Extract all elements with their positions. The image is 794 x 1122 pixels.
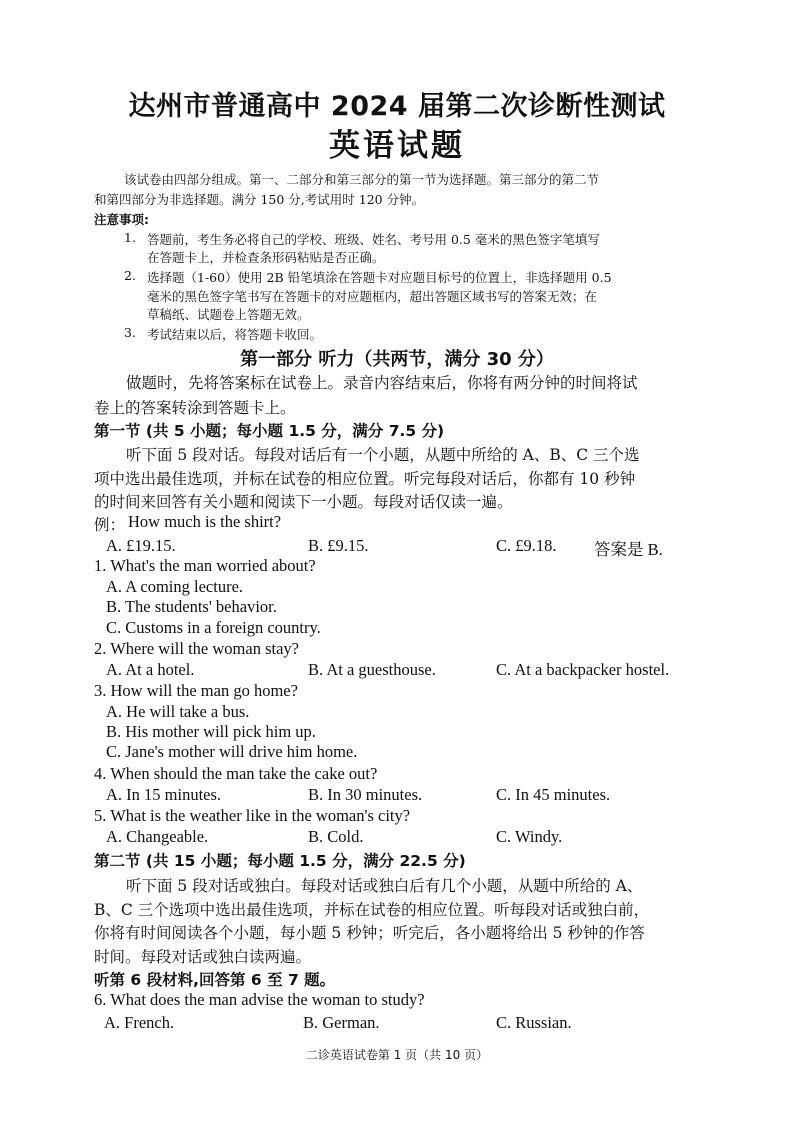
section1-instruction-3: 的时间来回答有关小题和阅读下一小题。每段对话仅读一遍。 <box>94 493 513 511</box>
example-question: How much is the shirt? <box>128 512 282 531</box>
question-3-option-c: C. Jane's mother will drive him home. <box>106 742 358 761</box>
question-4: 4. When should the man take the cake out? <box>94 764 378 783</box>
note-3-line-1: 考试结束以后，将答题卡收回。 <box>147 327 323 342</box>
question-4-option-a: A. In 15 minutes. <box>106 785 222 804</box>
section2-title: 第二节 (共 15 小题；每小题 1.5 分，满分 22.5 分) <box>94 852 466 870</box>
section1-instruction-1: 听下面 5 段对话。每段对话后有一个小题，从题中所给的 A、B、C 三个选 <box>126 446 640 464</box>
example-option-b: B. £9.15. <box>308 536 369 555</box>
part1-instruction-2: 卷上的答案转涂到答题卡上。 <box>94 399 296 417</box>
question-6-option-b: B. German. <box>303 1013 380 1032</box>
question-1-option-a: A. A coming lecture. <box>106 577 244 596</box>
note-1-line-2: 在答题卡上，并检查条形码粘贴是否正确。 <box>147 250 385 265</box>
note-3-num: 3. <box>124 325 136 340</box>
question-3: 3. How will the man go home? <box>94 681 298 700</box>
part1-instruction-1: 做题时，先将答案标在试卷上。录音内容结束后，你将有两分钟的时间将试 <box>126 374 638 392</box>
question-6-option-c: C. Russian. <box>496 1013 572 1032</box>
question-1-option-c: C. Customs in a foreign country. <box>106 618 321 637</box>
exam-subject-title: 英语试题 <box>329 128 465 164</box>
example-answer: 答案是 B. <box>594 540 663 559</box>
page-footer: 二诊英语试卷第 1 页（共 10 页） <box>305 1048 489 1062</box>
section1-title: 第一节 (共 5 小题；每小题 1.5 分，满分 7.5 分) <box>94 422 445 440</box>
note-2-num: 2. <box>124 268 136 283</box>
question-2-option-a: A. At a hotel. <box>106 660 195 679</box>
note-1-line-1: 答题前，考生务必将自己的学校、班级、姓名、考号用 0.5 毫米的黑色签字笔填写 <box>147 232 600 247</box>
note-2-line-3: 草稿纸、试题卷上答题无效。 <box>147 307 310 322</box>
material-instruction: 听第 6 段材料,回答第 6 至 7 题。 <box>94 971 336 989</box>
question-5-option-b: B. Cold. <box>308 827 364 846</box>
question-3-option-b: B. His mother will pick him up. <box>106 722 316 741</box>
part1-title: 第一部分 听力（共两节，满分 30 分） <box>240 349 554 370</box>
question-5-option-c: C. Windy. <box>496 827 563 846</box>
section2-instruction-1: 听下面 5 段对话或独白。每段对话或独白后有几个小题，从题中所给的 A、 <box>126 877 643 895</box>
question-3-option-a: A. He will take a bus. <box>106 702 250 721</box>
question-4-option-b: B. In 30 minutes. <box>308 785 423 804</box>
section2-instruction-3: 你将有时间阅读各个小题，每小题 5 秒钟；听完后，各小题将给出 5 秒钟的作答 <box>94 924 645 942</box>
exam-title: 达州市普通高中 2024 届第二次诊断性测试 <box>128 91 666 122</box>
note-1-num: 1. <box>124 230 136 245</box>
question-6-option-a: A. French. <box>104 1013 175 1032</box>
intro-line-2: 和第四部分为非选择题。满分 150 分,考试用时 120 分钟。 <box>94 192 425 207</box>
question-4-option-c: C. In 45 minutes. <box>496 785 611 804</box>
question-2: 2. Where will the woman stay? <box>94 639 299 658</box>
example-option-c: C. £9.18. <box>496 536 557 555</box>
question-6: 6. What does the man advise the woman to study? <box>94 990 425 1009</box>
notes-heading: 注意事项: <box>94 212 149 227</box>
section1-instruction-2: 项中选出最佳选项，并标在试卷的相应位置。听完每段对话后，你都有 10 秒钟 <box>94 470 636 488</box>
note-2-line-1: 选择题（1-60）使用 2B 铅笔填涂在答题卡对应题目标号的位置上，非选择题用 0.5 <box>147 270 612 285</box>
example-label: 例： <box>94 516 126 534</box>
intro-line-1: 该试卷由四部分组成。第一、二部分和第三部分的第一节为选择题。第三部分的第二节 <box>124 172 600 187</box>
question-5-option-a: A. Changeable. <box>106 827 209 846</box>
note-2-line-2: 毫米的黑色签字笔书写在答题卡的对应题框内，超出答题区域书写的答案无效；在 <box>147 289 598 304</box>
question-5: 5. What is the weather like in the woman's city? <box>94 806 411 825</box>
question-1: 1. What's the man worried about? <box>94 556 316 575</box>
section2-instruction-4: 时间。每段对话或独白读两遍。 <box>94 948 312 966</box>
question-2-option-c: C. At a backpacker hostel. <box>496 660 670 679</box>
example-option-a: A. £19.15. <box>106 536 176 555</box>
question-1-option-b: B. The students' behavior. <box>106 597 277 616</box>
question-2-option-b: B. At a guesthouse. <box>308 660 436 679</box>
section2-instruction-2: B、C 三个选项中选出最佳选项，并标在试卷的相应位置。听每段对话或独白前， <box>94 901 650 919</box>
